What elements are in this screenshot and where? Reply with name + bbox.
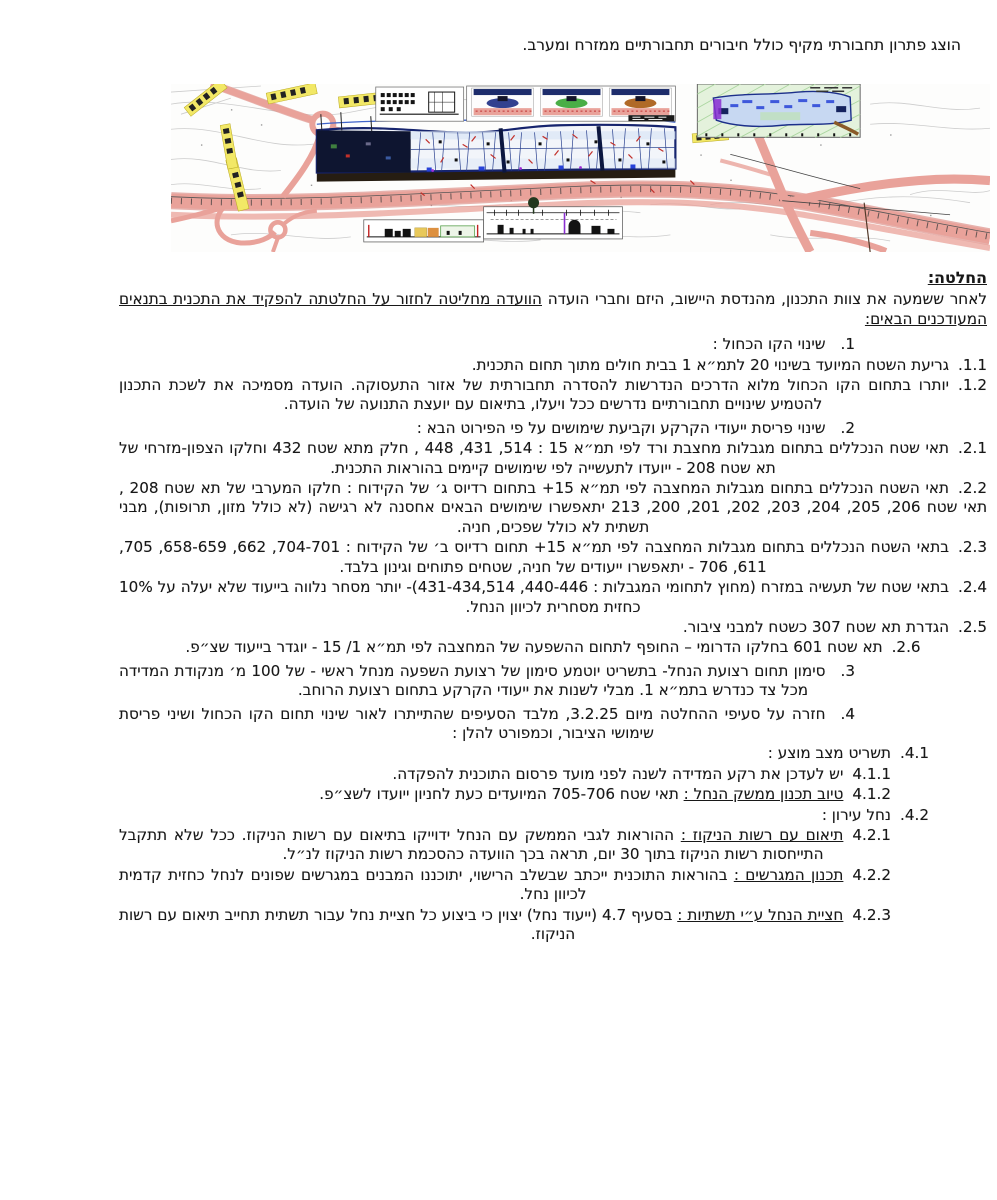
item-number: 4.2.	[900, 805, 929, 824]
elevation-inset	[376, 87, 464, 121]
text-segment: בתאי השטח הנכללים בתחום מגבלות המחצבה לפי תמ״א 15+ תחום רדיוס ב׳ של הקידוח : 704-701, 662, 658-659, 705, 611, 706 - יתאפשרו ייעודים של חניה, שטחים פתוחים וגינון בלבד.	[119, 538, 950, 576]
item-number: 3.	[840, 661, 855, 680]
list-item-2	[119, 419, 987, 438]
item-number: 4.	[840, 704, 855, 723]
item-number: 4.2.1	[852, 825, 891, 844]
top-caption: הוצג פתרון תחבורתי מקיף כולל חיבורים תחבורתיים ממזרח ומערב.	[522, 36, 961, 54]
item-number: 2.4.	[958, 578, 988, 597]
section-inset-left	[364, 220, 484, 242]
underlined-text: הוועדה מחליטה לחזור על החלטתה להפקיד את התכנית בתנאים המעודכנים הבאים:	[119, 290, 987, 328]
thumbnail-3	[609, 88, 671, 116]
text-segment: שינוי הקו הכחול :	[712, 335, 826, 354]
item-number: 4.2.3	[852, 905, 891, 924]
item-number: 1.2.	[958, 376, 987, 395]
list-item-4-1-2	[119, 785, 987, 804]
item-number: 2.3.	[958, 538, 988, 557]
list-item-3	[119, 662, 987, 701]
text-segment: הגדרת תא שטח 307 כשטח למבני ציבור.	[682, 617, 950, 636]
underlined-text: טיוב תכנון ממשק הנחל :	[683, 785, 844, 804]
list-item-2-4	[119, 578, 987, 617]
decision-list	[119, 335, 987, 944]
thumbnail-1	[472, 88, 534, 116]
text-segment: חזרה על סעיפי ההחלטה מיום 3.2.25, מלבד הסעיפים שהתייתרו לאור שינוי תחום הקו הכחול ושיני פריסת שימושי הציבור, וכמפורט להלן :	[119, 704, 826, 742]
thumbnail-2	[541, 88, 603, 116]
list-item-2-5	[119, 618, 987, 637]
decision-text-column	[119, 268, 987, 945]
item-number: 2.2.	[958, 479, 987, 498]
list-item-4-2-1	[119, 826, 987, 865]
list-item-4-1	[119, 744, 987, 763]
underlined-text: תיאום עם רשות הניקוז :	[680, 825, 844, 844]
intro-paragraph	[119, 290, 987, 329]
item-number: 2.	[840, 418, 855, 437]
text-segment: בתאי שטח של תעשיה במזרח (מחוץ לתחומי המגבלות : 440-446, 431-434,514)- יותר מסחר נלווה בייעוד שלא יעלה על 10% כחזית מסחרית לכיוון הנחל.	[119, 578, 950, 616]
list-item-4	[119, 705, 987, 744]
caption-stamp	[628, 115, 674, 121]
text-segment: תאי שטח 705-706 המיועדים כעת לחניון ייועדו לשצ״פ.	[319, 785, 684, 804]
overview-inset	[697, 84, 860, 137]
item-number: 1.	[840, 335, 855, 354]
underlined-text: תכנון המגרשים :	[733, 865, 844, 884]
list-item-1	[119, 335, 987, 354]
list-item-1-1	[119, 356, 987, 375]
item-number: 2.5.	[958, 617, 987, 636]
text-segment: נחל עירון :	[821, 805, 892, 824]
list-item-4-1-1	[119, 765, 987, 784]
text-segment: בסעיף 4.7 (ייעוד נחל) יצוין כי ביצוע כל חציית נחל עבור תשתית תחייב תיאום עם רשות הניקוז.	[119, 905, 678, 943]
site-plan-svg	[171, 84, 990, 252]
item-number: 4.2.2	[852, 865, 891, 884]
list-item-1-2	[119, 376, 987, 415]
item-number: 1.1.	[958, 355, 987, 374]
item-number: 4.1.2	[852, 785, 891, 804]
item-number: 4.1.1	[852, 764, 891, 783]
tree-icon	[528, 197, 539, 208]
list-item-4-2-3	[119, 906, 987, 945]
text-segment: תאי השטח הנכללים בתחום מגבלות המחצבה לפי תמ״א 15+ בתחום רדיוס ג׳ של הקידוח : חלקו המערבי של תא שטח 208 , תאי שטח 206, 205, 204, 203, 202, 201, 200, 213 יתאפשרו שימושים הבאים אחסנה לא רגישה (לא כולל מזון, תרופות), מבני תשתית לא כולל שפכים, חניה.	[119, 479, 988, 536]
underlined-text: חציית הנחל ע״י תשתיות :	[677, 905, 844, 924]
text-segment: בהוראות התוכנית ייכתב שבשלב הרישוי, יתוכננו המבנים במגרשים שפונים לנחל כחזית קדמית לכיוון נחל.	[119, 865, 734, 904]
text-segment: תאי שטח הנכללים בתחום מגבלות מחצבת ורד לפי תמ״א 15 : 514, 431, 448 , חלק מתא שטח 432 וחלקו הצפון-מזרחי של תא שטח 208 - ייועדו לתעשייה לפי שימושים קיימים בהוראות התכנית.	[119, 439, 950, 477]
list-item-2-2	[119, 479, 987, 537]
text-segment: תא שטח 601 בחלקו הדרומי – החופף לתחום ההשפעה של המחצבה לפי תמ״א 1/ 15 - יוגדר בייעוד שצ״פ.	[185, 638, 883, 657]
text-segment: שינוי פריסת ייעודי הקרקע וקביעת שימושים על פי הפירוט הבא :	[416, 418, 826, 437]
decision-heading: החלטה:	[927, 268, 987, 287]
list-item-2-1	[119, 439, 987, 478]
text-segment: גריעת השטח המיועד בשינוי 20 לתמ״א 1 בבית חולים מתוך תחום התכנית.	[471, 355, 950, 374]
text-segment: ההוראות לגבי הממשק עם הנחל ידוייקו בתיאום עם רשות הניקוז. ככל שלא תתקבל התייחסות רשות הניקוז בתוך 30 יום, תראה בכך הוועדה כהסכמת רשות הניקוז לנ״ל.	[119, 825, 824, 864]
text-segment: לאחר ששמעה את צוות התכנון, מהנדסת היישוב, היזם וחברי הועדה	[541, 290, 987, 309]
list-item-4-2	[119, 806, 987, 825]
strip-west-block	[317, 130, 411, 172]
list-item-2-3	[119, 538, 987, 577]
text-segment: יש לעדכן את רקע המדידה לשנה לפני מועד פרסום התוכנית להפקדה.	[392, 764, 844, 783]
list-item-4-2-2	[119, 866, 987, 905]
list-item-2-6	[119, 638, 987, 657]
item-number: 4.1.	[900, 744, 929, 763]
item-number: 2.6.	[891, 638, 921, 657]
text-segment: תשריט מצב מוצע :	[767, 744, 892, 763]
item-number: 2.1.	[958, 439, 988, 458]
text-segment: יותרו בתחום הקו הכחול מלוא הדרכים הנדרשות להסדרה תחבורתית של אזור התעסוקה. הועדה מסמיכה את לשכת התכנון להטמיע שינויים תחבורתיים נדרשים ככל ויעלו, בתיאום עם יועצת התנועה של הועדה.	[119, 376, 950, 414]
site-plan-image	[171, 84, 990, 252]
overview-plan-shape	[713, 91, 851, 126]
text-segment: סימון תחום רצועת הנחל- בתשריט יוטמע סימון של רצועת השפעה מנחל ראשי - של 100 מ׳ מנקודת המדידה מכל צד כנדרש בתמ״א 1. מבלי לשנות את ייעודי הקרקע בתחום רצועת הרוחב.	[119, 661, 826, 700]
thumbnails-inset	[467, 86, 676, 121]
